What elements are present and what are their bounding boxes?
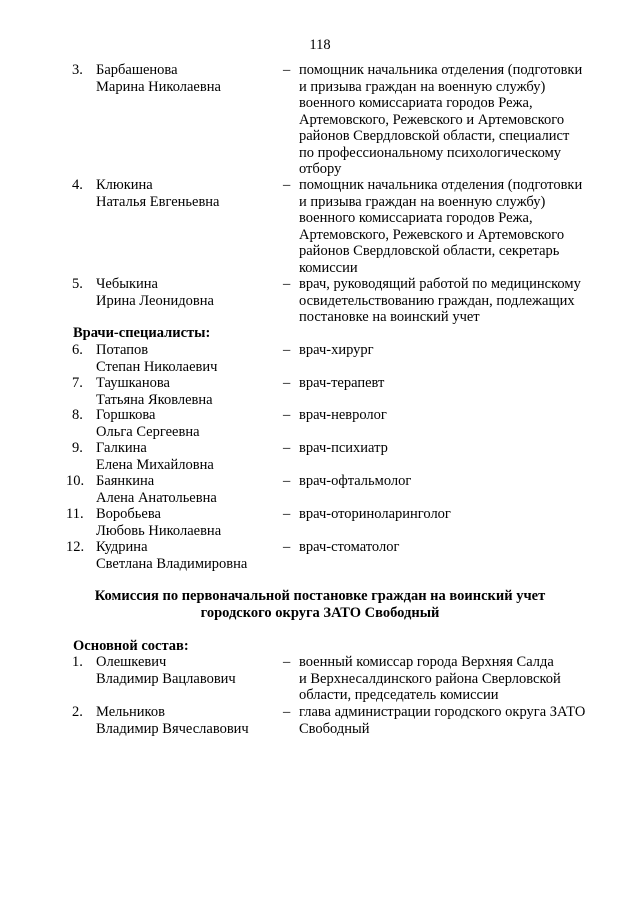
person-name bbox=[96, 473, 217, 506]
surname: Воробьева bbox=[96, 506, 161, 522]
position-line: освидетельствованию граждан, подлежащих bbox=[299, 292, 575, 309]
position-line: области, председатель комиссии bbox=[299, 687, 499, 703]
position-line: помощник начальника отделения (подготовки bbox=[299, 177, 583, 193]
surname: Галкина bbox=[96, 440, 147, 456]
surname: Олешкевич bbox=[96, 654, 167, 670]
item-number: 5. bbox=[72, 276, 83, 292]
position-line: районов Свердловской области, специалист bbox=[299, 128, 570, 144]
person-name bbox=[96, 62, 221, 95]
page-number: 118 bbox=[309, 37, 331, 53]
position-line: комиссии bbox=[299, 259, 358, 276]
dash: – bbox=[283, 473, 291, 489]
given-names: Елена Михайловна bbox=[96, 456, 214, 473]
position-line: военный комиссар города Верхняя Салда bbox=[299, 654, 554, 670]
given-names: Владимир Вацлавович bbox=[96, 670, 236, 687]
person-name bbox=[96, 506, 221, 539]
dash: – bbox=[283, 62, 291, 78]
position-line: врач, руководящий работой по медицинскому bbox=[299, 276, 581, 292]
given-names: Ольга Сергеевна bbox=[96, 423, 200, 440]
person-name bbox=[96, 539, 247, 572]
surname: Клюкина bbox=[96, 177, 153, 193]
given-names: Светлана Владимировна bbox=[96, 555, 248, 572]
position-line: по профессиональному психологическому bbox=[299, 144, 562, 161]
title-line: Комиссия по первоначальной постановке граждан на воинский учет bbox=[94, 588, 546, 604]
position-line: военного комиссариата городов Режа, bbox=[299, 210, 533, 226]
surname: Кудрина bbox=[96, 539, 148, 555]
surname: Баянкина bbox=[96, 473, 155, 489]
given-names: Любовь Николаевна bbox=[96, 522, 222, 539]
surname: Мельников bbox=[96, 704, 165, 720]
position-line: военного комиссариата городов Режа, bbox=[299, 95, 533, 111]
position-line: помощник начальника отделения (подготовки bbox=[299, 62, 583, 78]
given-names: Владимир Вячеславович bbox=[96, 720, 249, 737]
item-number: 1. bbox=[72, 654, 83, 670]
item-number: 6. bbox=[72, 342, 83, 358]
position-line: глава администрации городского округа ЗАТО bbox=[299, 704, 586, 720]
dash: – bbox=[283, 276, 291, 292]
item-number: 2. bbox=[72, 704, 83, 720]
person-name bbox=[96, 407, 200, 440]
given-names: Алена Анатольевна bbox=[96, 489, 217, 506]
person-name bbox=[96, 177, 220, 210]
position-text bbox=[299, 704, 599, 737]
title-line: городского округа ЗАТО Свободный bbox=[200, 604, 440, 621]
item-number: 4. bbox=[72, 177, 83, 193]
position-text: врач-невролог bbox=[299, 407, 387, 423]
position-line: и призыва граждан на военную службу) bbox=[299, 78, 546, 95]
person-name bbox=[96, 276, 214, 309]
position-text bbox=[299, 654, 599, 704]
item-number: 9. bbox=[72, 440, 83, 456]
given-names: Наталья Евгеньевна bbox=[96, 193, 220, 210]
given-names: Татьяна Яковлевна bbox=[96, 391, 213, 408]
person-name bbox=[96, 704, 249, 737]
surname: Чебыкина bbox=[96, 276, 158, 292]
item-number: 7. bbox=[72, 375, 83, 391]
person-name bbox=[96, 654, 236, 687]
position-text bbox=[299, 177, 599, 276]
position-text: врач-терапевт bbox=[299, 375, 385, 391]
person-name bbox=[96, 375, 213, 408]
position-text: врач-оториноларинголог bbox=[299, 506, 451, 522]
position-text: врач-психиатр bbox=[299, 440, 388, 456]
section-heading-main: Основной состав: bbox=[73, 638, 189, 654]
given-names: Ирина Леонидовна bbox=[96, 292, 214, 309]
dash: – bbox=[283, 177, 291, 193]
position-line: отбору bbox=[299, 161, 342, 177]
person-name bbox=[96, 440, 214, 473]
dash: – bbox=[283, 407, 291, 423]
surname: Барбашенова bbox=[96, 62, 178, 78]
position-line: Артемовского, Режевского и Артемовского bbox=[299, 226, 565, 243]
commission-title bbox=[80, 588, 560, 621]
dash: – bbox=[283, 539, 291, 555]
given-names: Степан Николаевич bbox=[96, 358, 218, 375]
position-line: Свободный bbox=[299, 720, 370, 737]
position-text: врач-стоматолог bbox=[299, 539, 400, 555]
position-text bbox=[299, 276, 599, 326]
position-line: Артемовского, Режевского и Артемовского bbox=[299, 111, 565, 128]
position-line: постановке на воинский учет bbox=[299, 309, 480, 325]
item-number: 3. bbox=[72, 62, 83, 78]
dash: – bbox=[283, 440, 291, 456]
position-line: и призыва граждан на военную службу) bbox=[299, 193, 546, 210]
position-line: и Верхнесалдинского района Сверловской bbox=[299, 670, 561, 687]
dash: – bbox=[283, 506, 291, 522]
dash: – bbox=[283, 342, 291, 358]
item-number: 11. bbox=[66, 506, 84, 522]
surname: Горшкова bbox=[96, 407, 156, 423]
surname: Потапов bbox=[96, 342, 149, 358]
position-text: врач-офтальмолог bbox=[299, 473, 412, 489]
item-number: 8. bbox=[72, 407, 83, 423]
item-number: 12. bbox=[66, 539, 85, 555]
given-names: Марина Николаевна bbox=[96, 78, 221, 95]
position-text: врач-хирург bbox=[299, 342, 374, 358]
dash: – bbox=[283, 375, 291, 391]
position-line: районов Свердловской области, секретарь bbox=[299, 243, 560, 259]
dash: – bbox=[283, 704, 291, 720]
position-text bbox=[299, 62, 599, 178]
item-number: 10. bbox=[66, 473, 85, 489]
person-name bbox=[96, 342, 217, 375]
surname: Таушканова bbox=[96, 375, 170, 391]
section-heading-doctors: Врачи-специалисты: bbox=[73, 325, 211, 341]
dash: – bbox=[283, 654, 291, 670]
